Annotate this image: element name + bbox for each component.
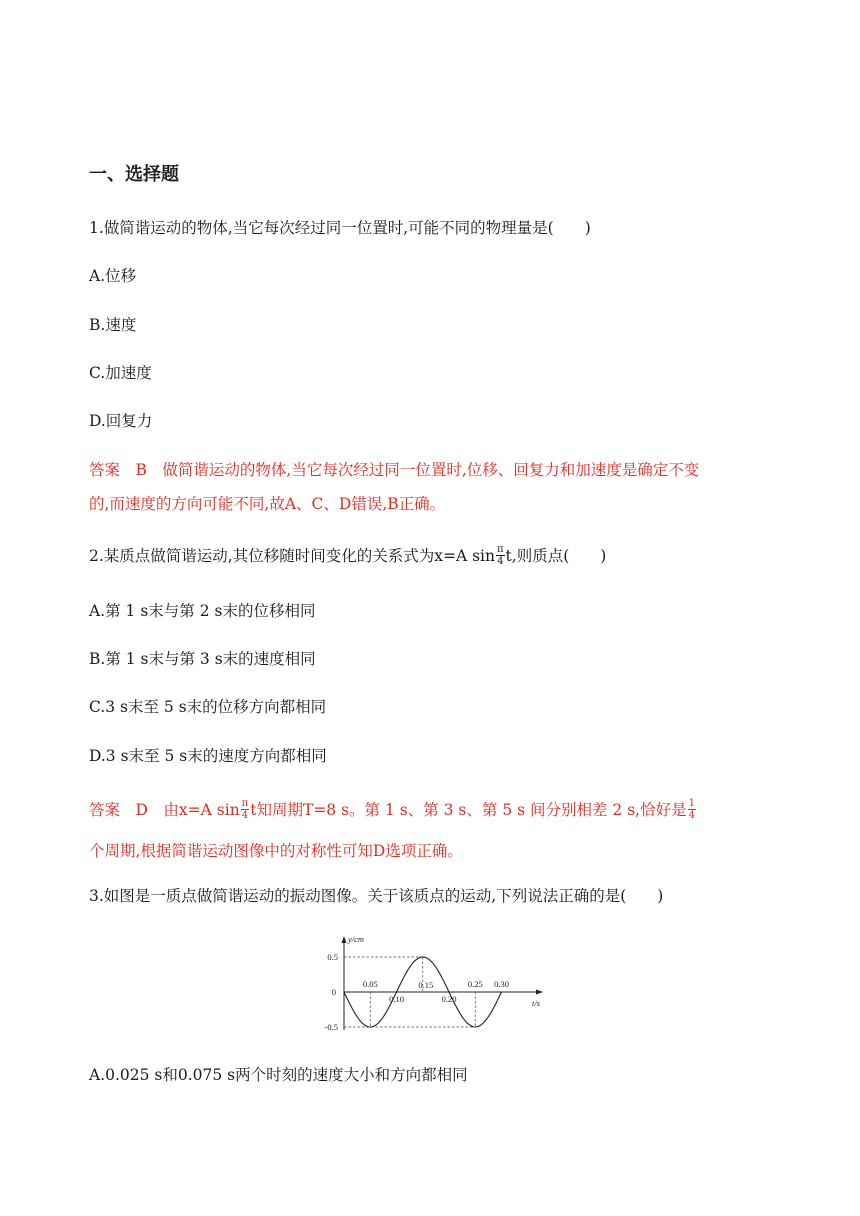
question-2-option-b: B.第 1 s末与第 3 s末的速度相同 xyxy=(89,650,316,668)
question-2-option-d: D.3 s末至 5 s末的速度方向都相同 xyxy=(89,747,327,765)
question-2-stem-fraction xyxy=(496,544,505,567)
vibration-graph-figure xyxy=(318,930,543,1038)
y-tick-label: 0.5 xyxy=(327,952,338,962)
x-tick-label: 0.10 xyxy=(389,994,404,1004)
section-title: 一、选择题 xyxy=(89,164,179,185)
fraction-denominator: 4 xyxy=(497,555,504,567)
y-axis-arrow xyxy=(342,936,347,943)
x-axis-arrow xyxy=(536,990,543,995)
question-2-answer-text: 答案 D 由x=A sin xyxy=(89,801,240,819)
x-axis-label: t/s xyxy=(532,998,541,1008)
origin-label: 0 xyxy=(331,987,336,997)
question-2-option-c: C.3 s末至 5 s末的位移方向都相同 xyxy=(89,698,327,716)
y-tick-label: -0.5 xyxy=(324,1022,338,1032)
question-2-answer-line-2: 个周期,根据简谐运动图像中的对称性可知D选项正确。 xyxy=(89,842,463,860)
question-1-answer-line-1: 答案 B 做简谐运动的物体,当它每次经过同一位置时,位移、回复力和加速度是确定不变 xyxy=(89,461,700,479)
question-2-answer-fraction-quarter xyxy=(688,798,696,821)
question-2-answer-fraction xyxy=(241,798,250,821)
vibration-graph xyxy=(318,930,543,1038)
y-axis-label: y/cm xyxy=(348,934,365,944)
fraction-numerator: π xyxy=(241,797,249,809)
question-1-stem: 1.做简谐运动的物体,当它每次经过同一位置时,可能不同的物理量是( ) xyxy=(89,219,591,237)
question-1-option-a: A.位移 xyxy=(89,267,137,285)
question-2-option-a: A.第 1 s末与第 2 s末的位移相同 xyxy=(89,602,316,620)
fraction-numerator: π xyxy=(496,543,504,555)
x-tick-label: 0.25 xyxy=(467,979,483,989)
question-1-option-c: C.加速度 xyxy=(89,364,152,382)
x-tick-label: 0.15 xyxy=(418,980,434,990)
question-2-stem-text: 2.某质点做简谐运动,其位移随时间变化的关系式为x=A sin xyxy=(89,547,495,565)
question-3-option-a: A.0.025 s和0.075 s两个时刻的速度大小和方向都相同 xyxy=(89,1066,468,1084)
fraction-numerator: 1 xyxy=(688,797,695,809)
question-1-answer-line-2: 的,而速度的方向可能不同,故A、C、D错误,B正确。 xyxy=(89,495,446,513)
question-2-stem-text-end: t,则质点( ) xyxy=(505,547,607,565)
fraction-denominator: 4 xyxy=(688,809,695,821)
question-1-option-d: D.回复力 xyxy=(89,412,153,430)
fraction-denominator: 4 xyxy=(241,809,249,821)
x-tick-label: 0.20 xyxy=(441,994,457,1004)
question-2-stem xyxy=(89,545,606,569)
question-3-stem: 3.如图是一质点做简谐运动的振动图像。关于该质点的运动,下列说法正确的是( ) xyxy=(89,887,664,905)
question-2-answer-line-1 xyxy=(89,799,697,823)
x-tick-label: 0.05 xyxy=(362,979,378,989)
x-tick-label: 0.30 xyxy=(494,979,509,989)
question-1-option-b: B.速度 xyxy=(89,316,137,334)
question-2-answer-text-middle: t知周期T=8 s。第 1 s、第 3 s、第 5 s 间分别相差 2 s,恰好是 xyxy=(250,801,687,819)
